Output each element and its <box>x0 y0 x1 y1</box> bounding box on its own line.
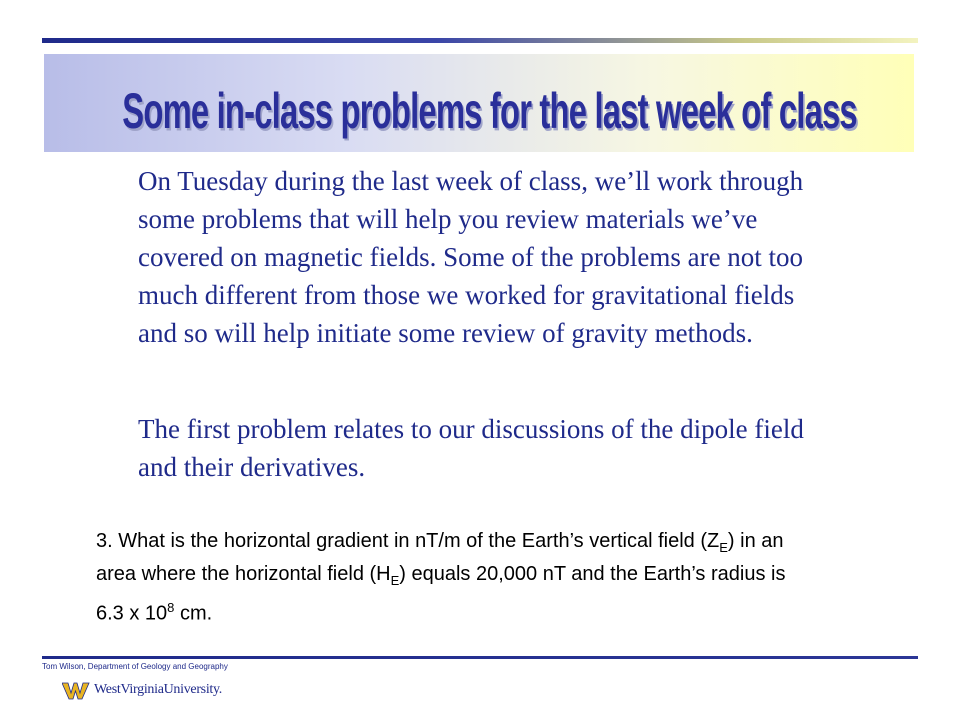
subscript-e-1: E <box>719 540 728 555</box>
wvu-flying-wv-icon <box>62 679 92 701</box>
top-divider <box>42 38 918 43</box>
subscript-e-2: E <box>390 573 400 588</box>
problem-statement <box>96 528 816 628</box>
problem-text-2: ) in an area where the horizontal field (H <box>96 530 784 585</box>
problem-text-3: ) equals 20,000 nT and the Earth’s radius is 6.3 x 10 <box>96 563 786 625</box>
dipole-paragraph: The first problem relates to our discussions of the dipole field and their derivatives. <box>138 414 804 482</box>
problem-text-1: 3. What is the horizontal gradient in nT/m of the Earth’s vertical field (Z <box>96 530 720 552</box>
slide-title: Some in-class problems for the last week of class <box>122 84 857 139</box>
intro-paragraph: On Tuesday during the last week of class, we’ll work through some problems that will help you review materials we’ve covered on magnetic fields. Some of the problems are not too much different from those we worked for gravitational fields and so will help initiate some review of gravity methods. <box>138 166 804 348</box>
footer-credit: Tom Wilson, Department of Geology and Geography <box>42 662 228 671</box>
logo-text: WestVirginiaUniversity. <box>94 682 223 697</box>
title-banner <box>44 54 914 152</box>
exponent: 8 <box>167 600 175 615</box>
problem-text-4: cm. <box>174 602 213 625</box>
bottom-divider <box>42 656 918 659</box>
university-logo <box>62 678 222 702</box>
